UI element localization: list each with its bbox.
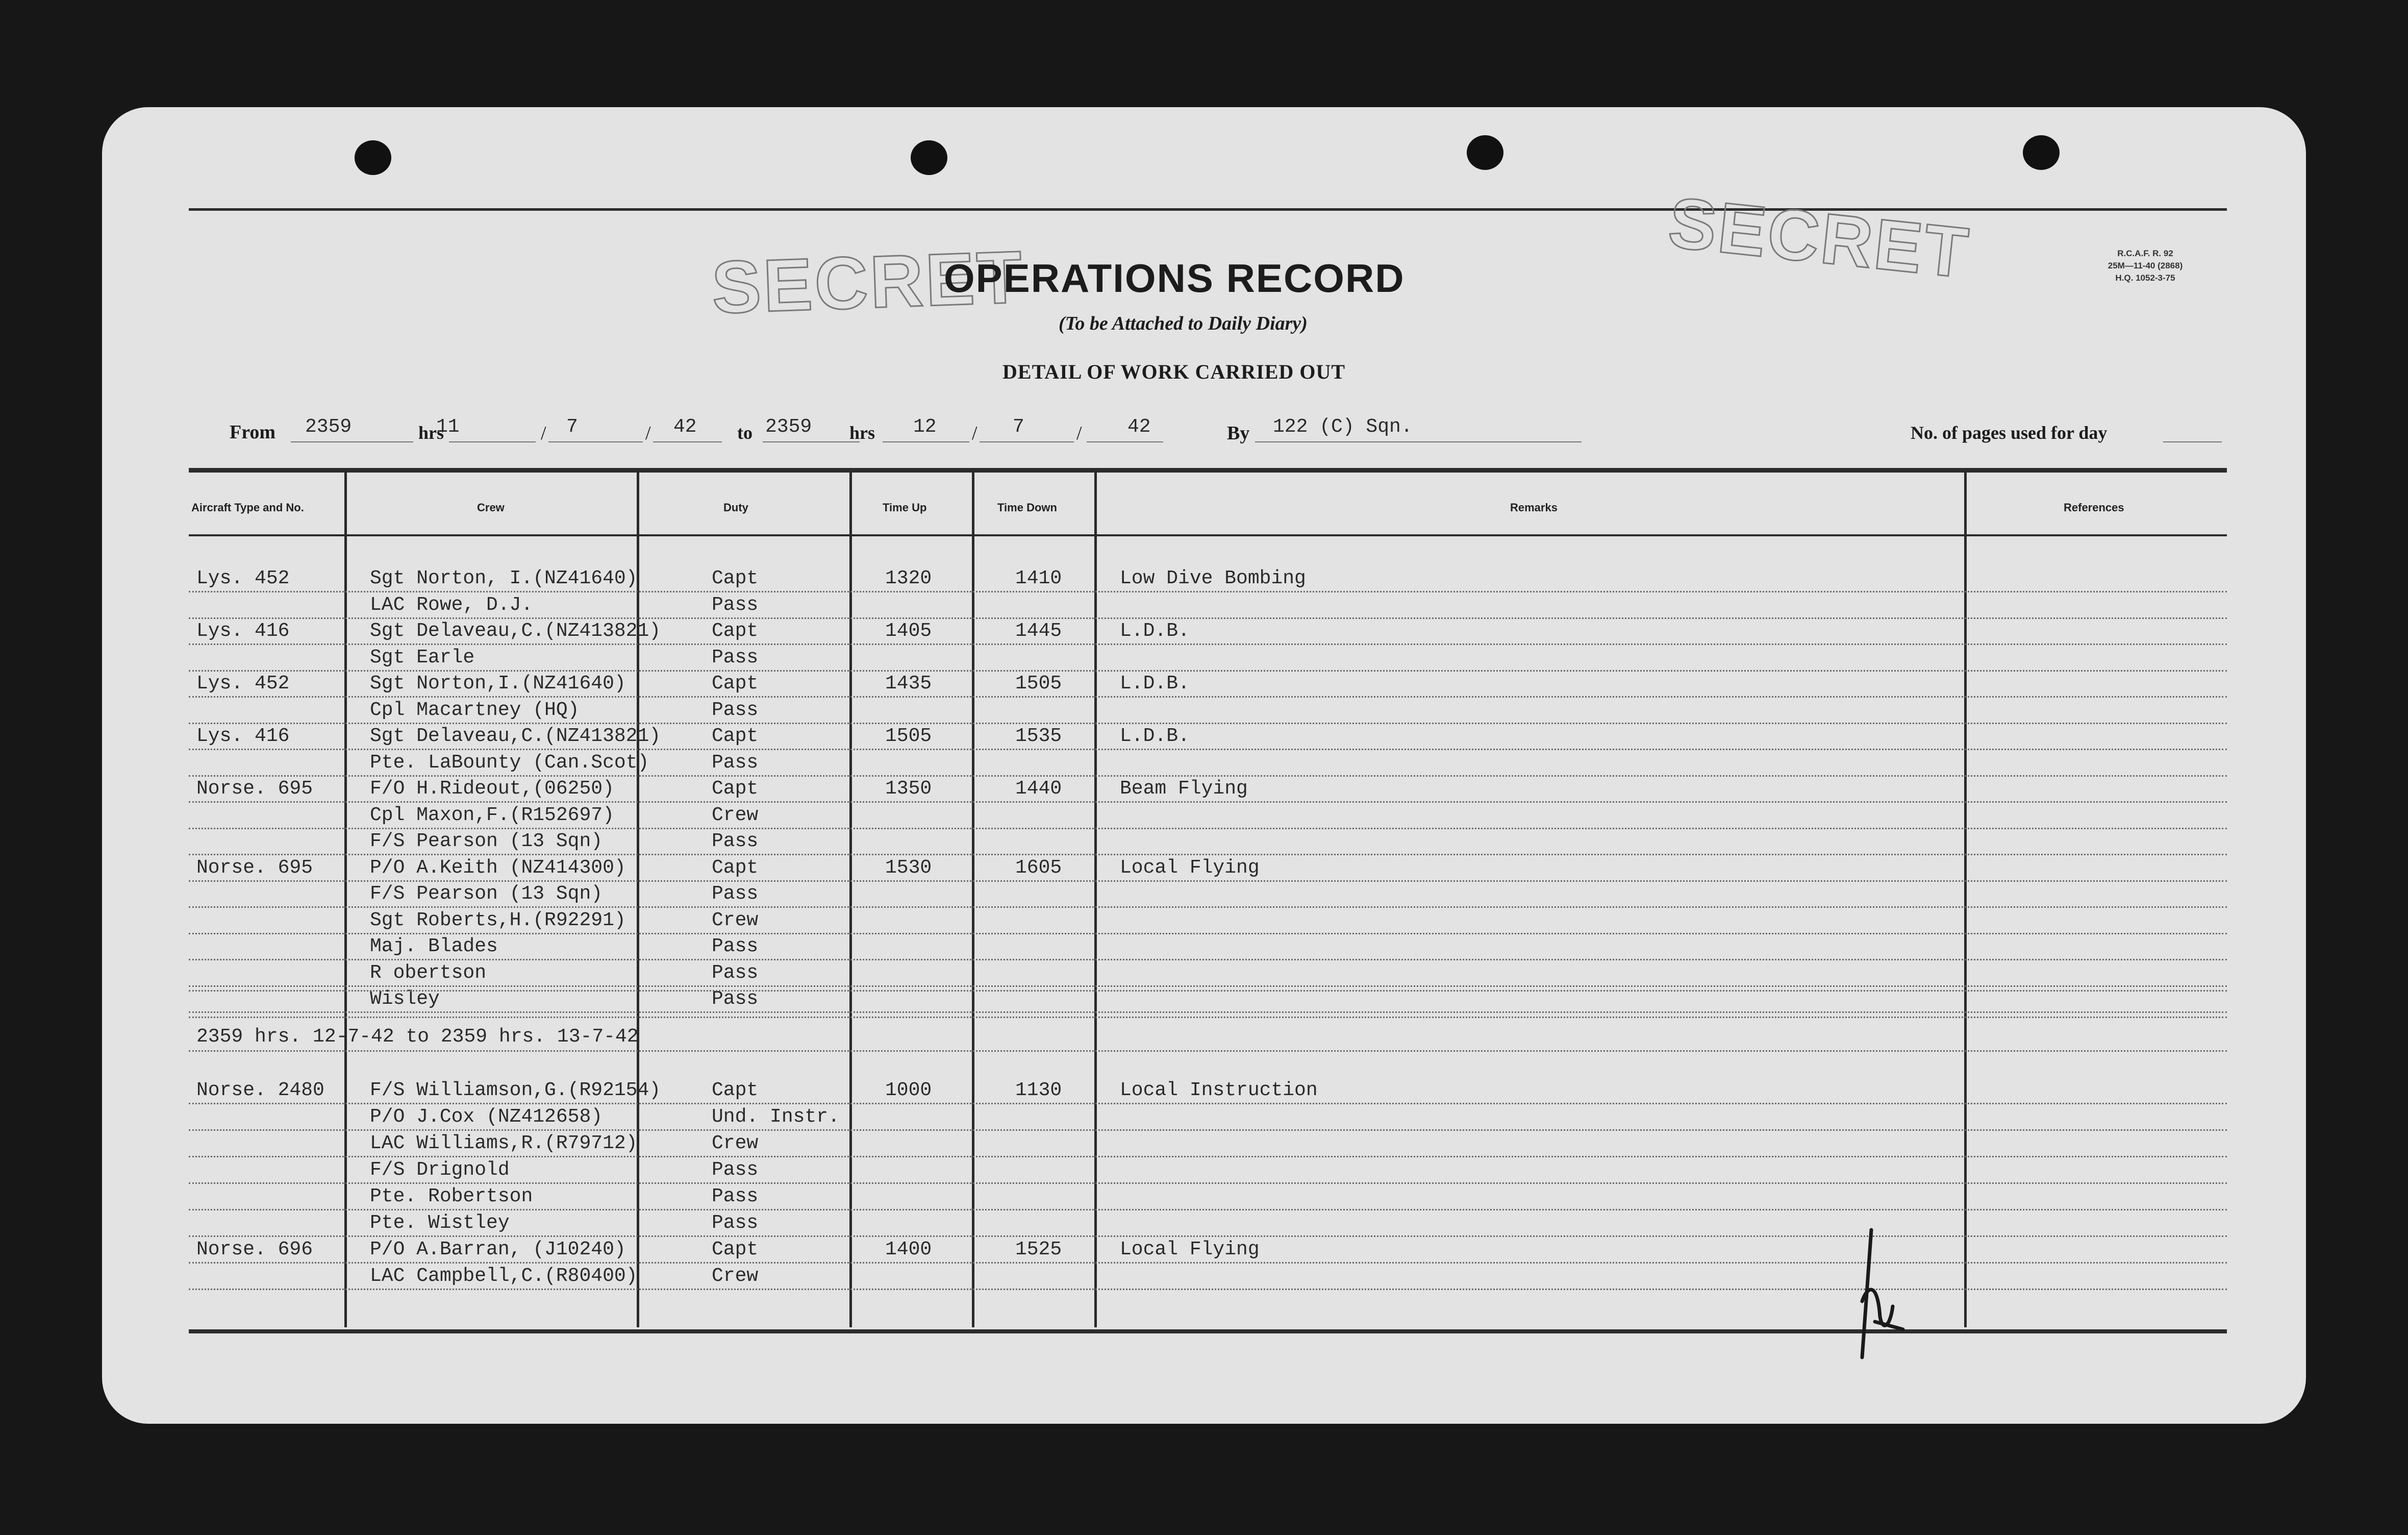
cell-duty: Capt	[712, 725, 759, 747]
form-title: OPERATIONS RECORD	[944, 256, 1405, 301]
cell-crew: F/S Drignold	[370, 1159, 510, 1181]
cell-crew: Sgt Norton, I.(NZ41640)	[370, 567, 638, 589]
row-rule	[189, 801, 2227, 803]
cell-aircraft: Lys. 452	[196, 567, 290, 589]
cell-remarks: L.D.B.	[1120, 673, 1190, 695]
row-rule	[189, 1209, 2227, 1210]
cell-duty: Pass	[712, 935, 759, 957]
underline	[548, 441, 643, 442]
cell-duty: Pass	[712, 830, 759, 852]
row-rule	[189, 854, 2227, 855]
to-month: 7	[1013, 416, 1024, 438]
cell-crew: Pte. LaBounty (Can.Scot)	[370, 751, 649, 774]
cell-up: 1530	[885, 856, 932, 879]
form-id	[2094, 247, 2196, 284]
punch-hole	[2023, 135, 2060, 170]
form-subtitle: (To be Attached to Daily Diary)	[1059, 313, 1308, 334]
to-label: to	[737, 423, 752, 443]
column-header-crew: Crew	[477, 501, 505, 514]
to-time: 2359	[765, 416, 812, 438]
slash: /	[972, 423, 977, 444]
cell-aircraft: Norse. 695	[196, 856, 313, 879]
cell-crew: P/O A.Keith (NZ414300)	[370, 856, 626, 879]
cell-duty: Capt	[712, 1239, 759, 1260]
punch-hole	[1467, 135, 1503, 170]
cell-crew: F/S Pearson (13 Sqn)	[370, 883, 603, 905]
row-rule	[189, 775, 2227, 777]
from-year: 42	[673, 416, 697, 438]
row-rule	[189, 1182, 2227, 1184]
row-rule	[189, 1235, 2227, 1237]
to-day: 12	[913, 416, 937, 438]
row-rule	[189, 591, 2227, 592]
underline	[1255, 441, 1582, 442]
cell-remarks: Low Dive Bombing	[1120, 567, 1306, 589]
hrs-label: hrs	[849, 423, 875, 443]
cell-crew: F/O H.Rideout,(06250)	[370, 778, 614, 800]
column-divider	[849, 473, 852, 1327]
cell-remarks: Local Flying	[1120, 856, 1260, 879]
row-rule	[189, 1262, 2227, 1264]
row-rule	[189, 906, 2227, 908]
cell-crew: LAC Rowe, D.J.	[370, 593, 533, 616]
column-divider	[637, 473, 639, 1327]
cell-duty: Pass	[712, 646, 759, 669]
column-header-time-up: Time Up	[883, 501, 927, 514]
punch-hole	[355, 140, 391, 175]
row-rule	[189, 959, 2227, 960]
form-id-line: 25M—11-40 (2868)	[2108, 261, 2183, 270]
cell-down: 1440	[1015, 778, 1062, 800]
row-rule	[189, 880, 2227, 882]
cell-crew: LAC Campbell,C.(R80400)	[370, 1265, 638, 1287]
cell-crew: R obertson	[370, 961, 487, 984]
cell-duty: Capt	[712, 567, 759, 589]
cell-crew: P/O A.Barran, (J10240)	[370, 1239, 626, 1260]
cell-up: 1405	[885, 620, 932, 642]
cell-duty: Capt	[712, 1079, 759, 1101]
cell-duty: Pass	[712, 1159, 759, 1181]
cell-aircraft: Lys. 416	[196, 620, 290, 642]
from-label: From	[230, 422, 276, 443]
cell-down: 1505	[1015, 673, 1062, 695]
cell-duty: Capt	[712, 673, 759, 695]
cell-duty: Capt	[712, 620, 759, 642]
cell-remarks: L.D.B.	[1120, 620, 1190, 642]
cell-up: 1435	[885, 673, 932, 695]
column-header-duty: Duty	[723, 501, 748, 514]
header-bottom-rule	[189, 534, 2227, 536]
cell-duty: Capt	[712, 856, 759, 879]
cell-crew: Pte. Wistley	[370, 1212, 510, 1234]
row-rule	[189, 1129, 2227, 1131]
cell-down: 1605	[1015, 856, 1062, 879]
period-note: 2359 hrs. 12-7-42 to 2359 hrs. 13-7-42	[196, 1026, 639, 1048]
secret-stamp-right: SECRET	[1665, 182, 1974, 293]
underline	[883, 441, 969, 442]
cell-up: 1505	[885, 725, 932, 747]
cell-duty: Pass	[712, 961, 759, 984]
cell-duty: Pass	[712, 883, 759, 905]
cell-remarks: Local Instruction	[1120, 1079, 1318, 1101]
cell-crew: F/S Williamson,G.(R92154)	[370, 1079, 661, 1101]
row-rule	[189, 1103, 2227, 1104]
column-divider	[1964, 473, 1967, 1327]
cell-duty: Pass	[712, 593, 759, 616]
cell-down: 1445	[1015, 620, 1062, 642]
column-header-references: References	[2064, 501, 2124, 514]
cell-duty: Crew	[712, 909, 759, 931]
row-rule	[189, 1017, 2227, 1018]
form-id-line: H.Q. 1052-3-75	[2115, 273, 2175, 283]
cell-crew: F/S Pearson (13 Sqn)	[370, 830, 603, 852]
column-header-aircraft: Aircraft Type and No.	[191, 501, 304, 514]
underline	[291, 441, 413, 442]
hrs-label: hrs	[418, 423, 444, 443]
underline	[653, 441, 722, 442]
signature-mark	[1832, 1225, 1908, 1363]
form-id-line: R.C.A.F. R. 92	[2117, 249, 2173, 258]
cell-crew: Sgt Earle	[370, 646, 475, 669]
cell-crew: Pte. Robertson	[370, 1185, 533, 1207]
row-rule	[189, 1289, 2227, 1290]
cell-crew: Maj. Blades	[370, 935, 498, 957]
row-rule	[189, 990, 2227, 992]
from-day: 11	[436, 416, 460, 438]
table-top-rule	[189, 468, 2227, 473]
row-rule	[189, 723, 2227, 724]
from-time: 2359	[305, 416, 352, 438]
period-line	[230, 416, 2219, 447]
row-rule	[189, 670, 2227, 672]
cell-crew: Sgt Norton,I.(NZ41640)	[370, 673, 626, 695]
cell-duty: Capt	[712, 778, 759, 800]
row-rule	[189, 1156, 2227, 1157]
punch-hole	[911, 140, 947, 175]
cell-aircraft: Lys. 452	[196, 673, 290, 695]
cell-crew: Sgt Delaveau,C.(NZ413821)	[370, 620, 661, 642]
cell-aircraft: Norse. 696	[196, 1239, 313, 1260]
cell-remarks: Beam Flying	[1120, 778, 1248, 800]
row-rule	[189, 933, 2227, 934]
cell-up: 1000	[885, 1079, 932, 1101]
table-bottom-rule	[189, 1329, 2227, 1333]
cell-down: 1410	[1015, 567, 1062, 589]
underline	[1087, 441, 1163, 442]
cell-remarks: L.D.B.	[1120, 725, 1190, 747]
cell-duty: Und. Instr.	[712, 1106, 840, 1128]
cell-duty: Crew	[712, 1132, 759, 1154]
cell-up: 1320	[885, 567, 932, 589]
slash: /	[1076, 423, 1082, 444]
cell-crew: LAC Williams,R.(R79712)	[370, 1132, 638, 1154]
row-rule	[189, 1011, 2227, 1013]
by-label: By	[1227, 423, 1250, 444]
unit-name: 122 (C) Sqn.	[1273, 416, 1413, 438]
cell-duty: Pass	[712, 1185, 759, 1207]
column-header-remarks: Remarks	[1510, 501, 1558, 514]
cell-aircraft: Norse. 2480	[196, 1079, 324, 1101]
cell-crew: Cpl Maxon,F.(R152697)	[370, 804, 614, 826]
row-rule	[189, 643, 2227, 645]
cell-down: 1525	[1015, 1239, 1062, 1260]
row-rule	[189, 696, 2227, 698]
cell-crew: Sgt Roberts,H.(R92291)	[370, 909, 626, 931]
secret-stamp-left: SECRET	[710, 235, 1025, 329]
row-rule	[189, 617, 2227, 619]
underline	[763, 441, 860, 442]
from-month: 7	[566, 416, 578, 438]
to-year: 42	[1127, 416, 1151, 438]
cell-up: 1400	[885, 1239, 932, 1260]
column-divider	[1094, 473, 1097, 1327]
column-header-time-down: Time Down	[997, 501, 1057, 514]
underline	[980, 441, 1074, 442]
cell-down: 1130	[1015, 1079, 1062, 1101]
cell-crew: Wisley	[370, 988, 440, 1010]
row-rule	[189, 749, 2227, 750]
cell-duty: Pass	[712, 1212, 759, 1234]
column-divider	[972, 473, 974, 1327]
row-rule	[189, 1050, 2227, 1052]
pages-label: No. of pages used for day	[1911, 423, 2108, 443]
section-heading: DETAIL OF WORK CARRIED OUT	[1002, 360, 1346, 383]
cell-duty: Crew	[712, 1265, 759, 1287]
cell-duty: Pass	[712, 751, 759, 774]
slash: /	[541, 423, 546, 444]
cell-crew: P/O J.Cox (NZ412658)	[370, 1106, 603, 1128]
cell-duty: Pass	[712, 988, 759, 1010]
cell-crew: Cpl Macartney (HQ)	[370, 699, 580, 721]
row-rule	[189, 985, 2227, 987]
slash: /	[645, 423, 651, 444]
cell-aircraft: Norse. 695	[196, 778, 313, 800]
cell-remarks: Local Flying	[1120, 1239, 1260, 1260]
cell-duty: Pass	[712, 699, 759, 721]
cell-aircraft: Lys. 416	[196, 725, 290, 747]
cell-crew: Sgt Delaveau,C.(NZ413821)	[370, 725, 661, 747]
cell-down: 1535	[1015, 725, 1062, 747]
row-rule	[189, 828, 2227, 829]
cell-duty: Crew	[712, 804, 759, 826]
underline	[2163, 441, 2222, 442]
cell-up: 1350	[885, 778, 932, 800]
column-divider	[344, 473, 347, 1327]
underline	[449, 441, 536, 442]
